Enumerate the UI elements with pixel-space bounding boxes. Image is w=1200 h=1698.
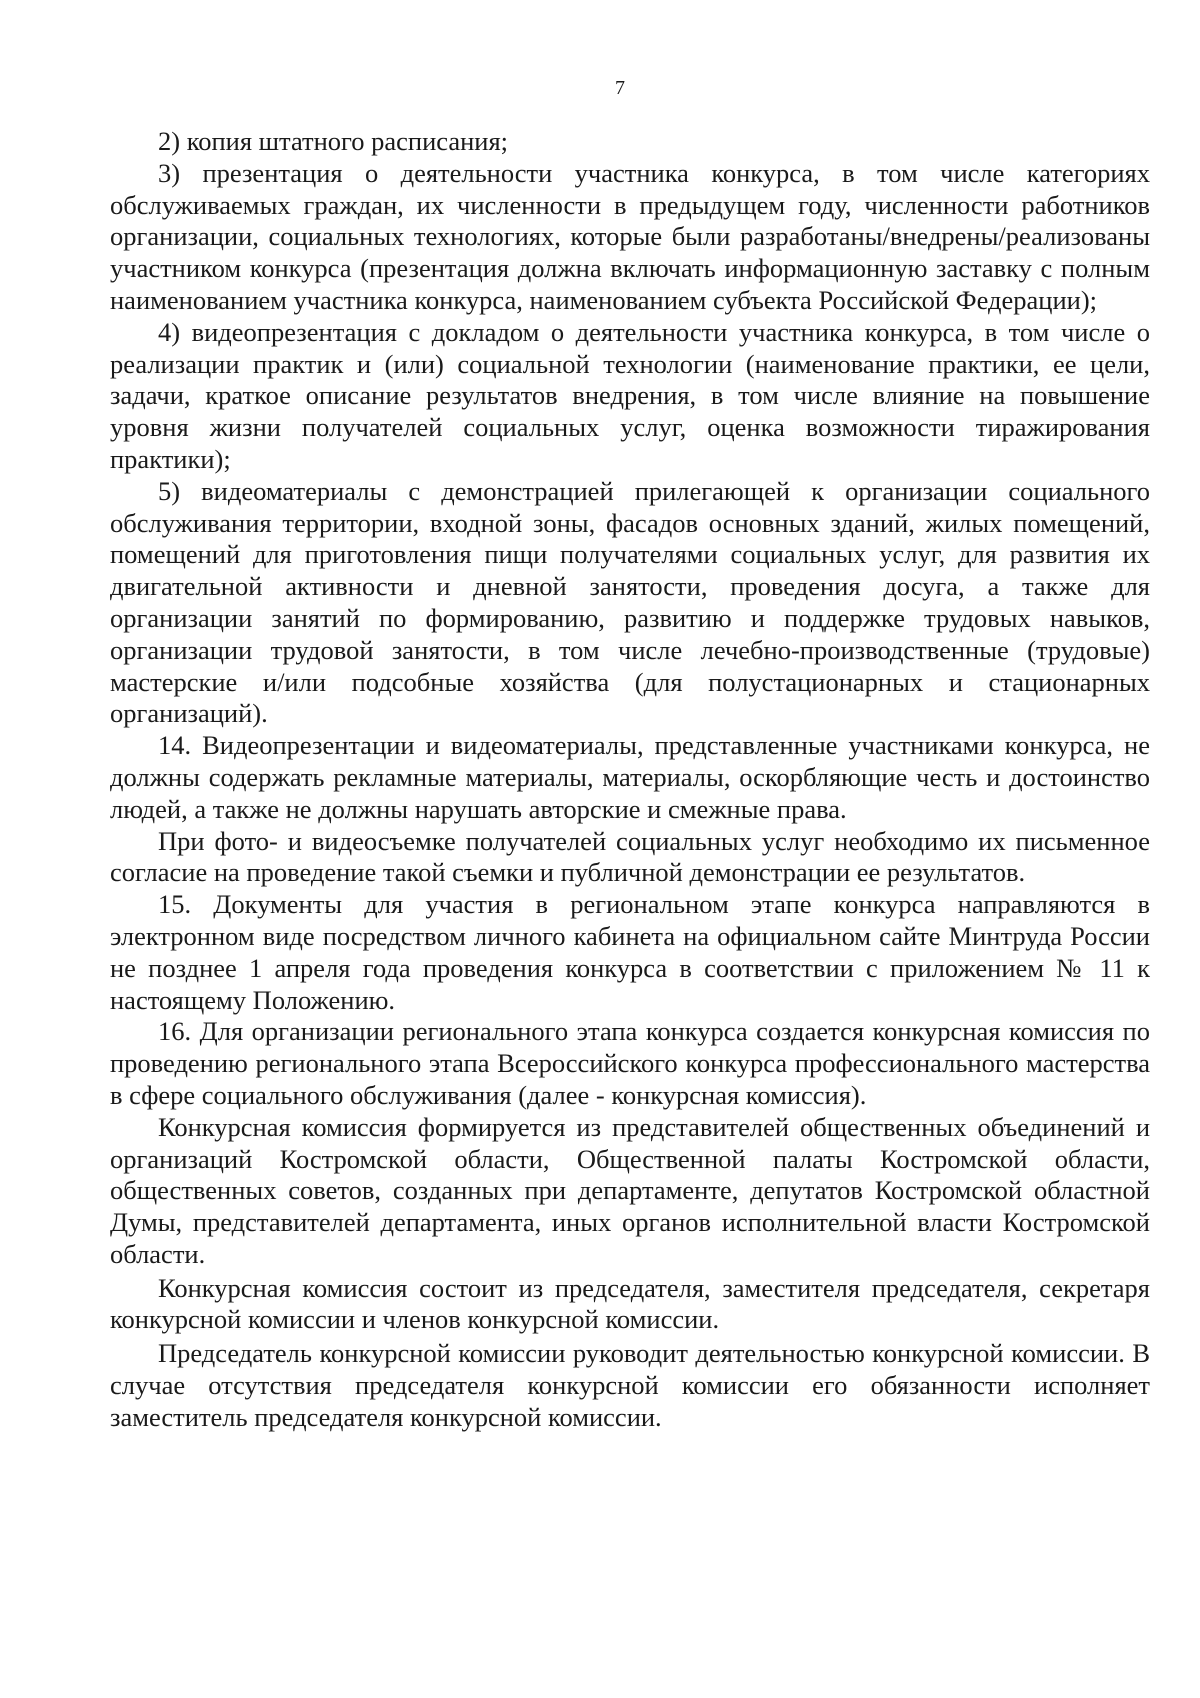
- paragraph-clause-14: 14. Видеопрезентации и видеоматериалы, представленные участниками конкурса, не должны содержать рекламные материалы, материалы, оскорбляющие честь и достоинство людей, а также не должны нарушать авторские и смежные права.: [110, 730, 1150, 824]
- document-body: [110, 126, 1150, 1434]
- paragraph-clause-15: 15. Документы для участия в региональном этапе конкурса направляются в электронном виде посредством личного кабинета на официальном сайте Минтруда России не позднее 1 апреля года проведения конкурса в соответствии с приложением № 11 к настоящему Положению.: [110, 889, 1150, 1015]
- paragraph-item-3: 3) презентация о деятельности участника конкурса, в том числе категориях обслуживаемых граждан, их численности в предыдущем году, численности работников организации, социальных технологиях, которые были разработаны/внедрены/реализованы участником конкурса (презентация должна включать информационную заставку с полным наименованием участника конкурса, наименованием субъекта Российской Федерации);: [110, 157, 1150, 315]
- paragraph-commission-composition: Конкурсная комиссия состоит из председателя, заместителя председателя, секретаря конкурсной комиссии и членов конкурсной комиссии.: [110, 1272, 1150, 1335]
- page-number: 7: [615, 77, 625, 99]
- paragraph-chairman-duties: Председатель конкурсной комиссии руководит деятельностью конкурсной комиссии. В случае отсутствия председателя конкурсной комиссии его обязанности исполняет заместитель председателя конкурсной комиссии.: [110, 1338, 1150, 1432]
- paragraph-commission-formation: Конкурсная комиссия формируется из представителей общественных объединений и организаций Костромской области, Общественной палаты Костромской области, общественных советов, созданных при департаменте, депутатов Костромской областной Думы, представителей департамента, иных органов исполнительной власти Костромской области.: [110, 1111, 1150, 1269]
- paragraph-consent: При фото- и видеосъемке получателей социальных услуг необходимо их письменное согласие на проведение такой съемки и публичной демонстрации ее результатов.: [110, 825, 1150, 888]
- paragraph-item-4: 4) видеопрезентация с докладом о деятельности участника конкурса, в том числе о реализации практик и (или) социальной технологии (наименование практики, ее цели, задачи, краткое описание результатов внедрения, в том числе влияние на повышение уровня жизни получателей социальных услуг, оценка возможности тиражирования практики);: [110, 316, 1150, 474]
- paragraph-clause-16: 16. Для организации регионального этапа конкурса создается конкурсная комиссия по проведению регионального этапа Всероссийского конкурса профессионального мастерства в сфере социального обслуживания (далее - конкурсная комиссия).: [110, 1016, 1150, 1110]
- paragraph-item-2: 2) копия штатного расписания;: [158, 126, 509, 156]
- paragraph-item-5: 5) видеоматериалы с демонстрацией прилегающей к организации социального обслуживания территории, входной зоны, фасадов основных зданий, жилых помещений, помещений для приготовления пищи получателями социальных услуг, для развития их двигательной активности и дневной занятости, проведения досуга, а также для организации занятий по формированию, развитию и поддержке трудовых навыков, организации трудовой занятости, в том числе лечебно-производственные (трудовые) мастерские и/или подсобные хозяйства (для полустационарных и стационарных организаций).: [110, 475, 1150, 729]
